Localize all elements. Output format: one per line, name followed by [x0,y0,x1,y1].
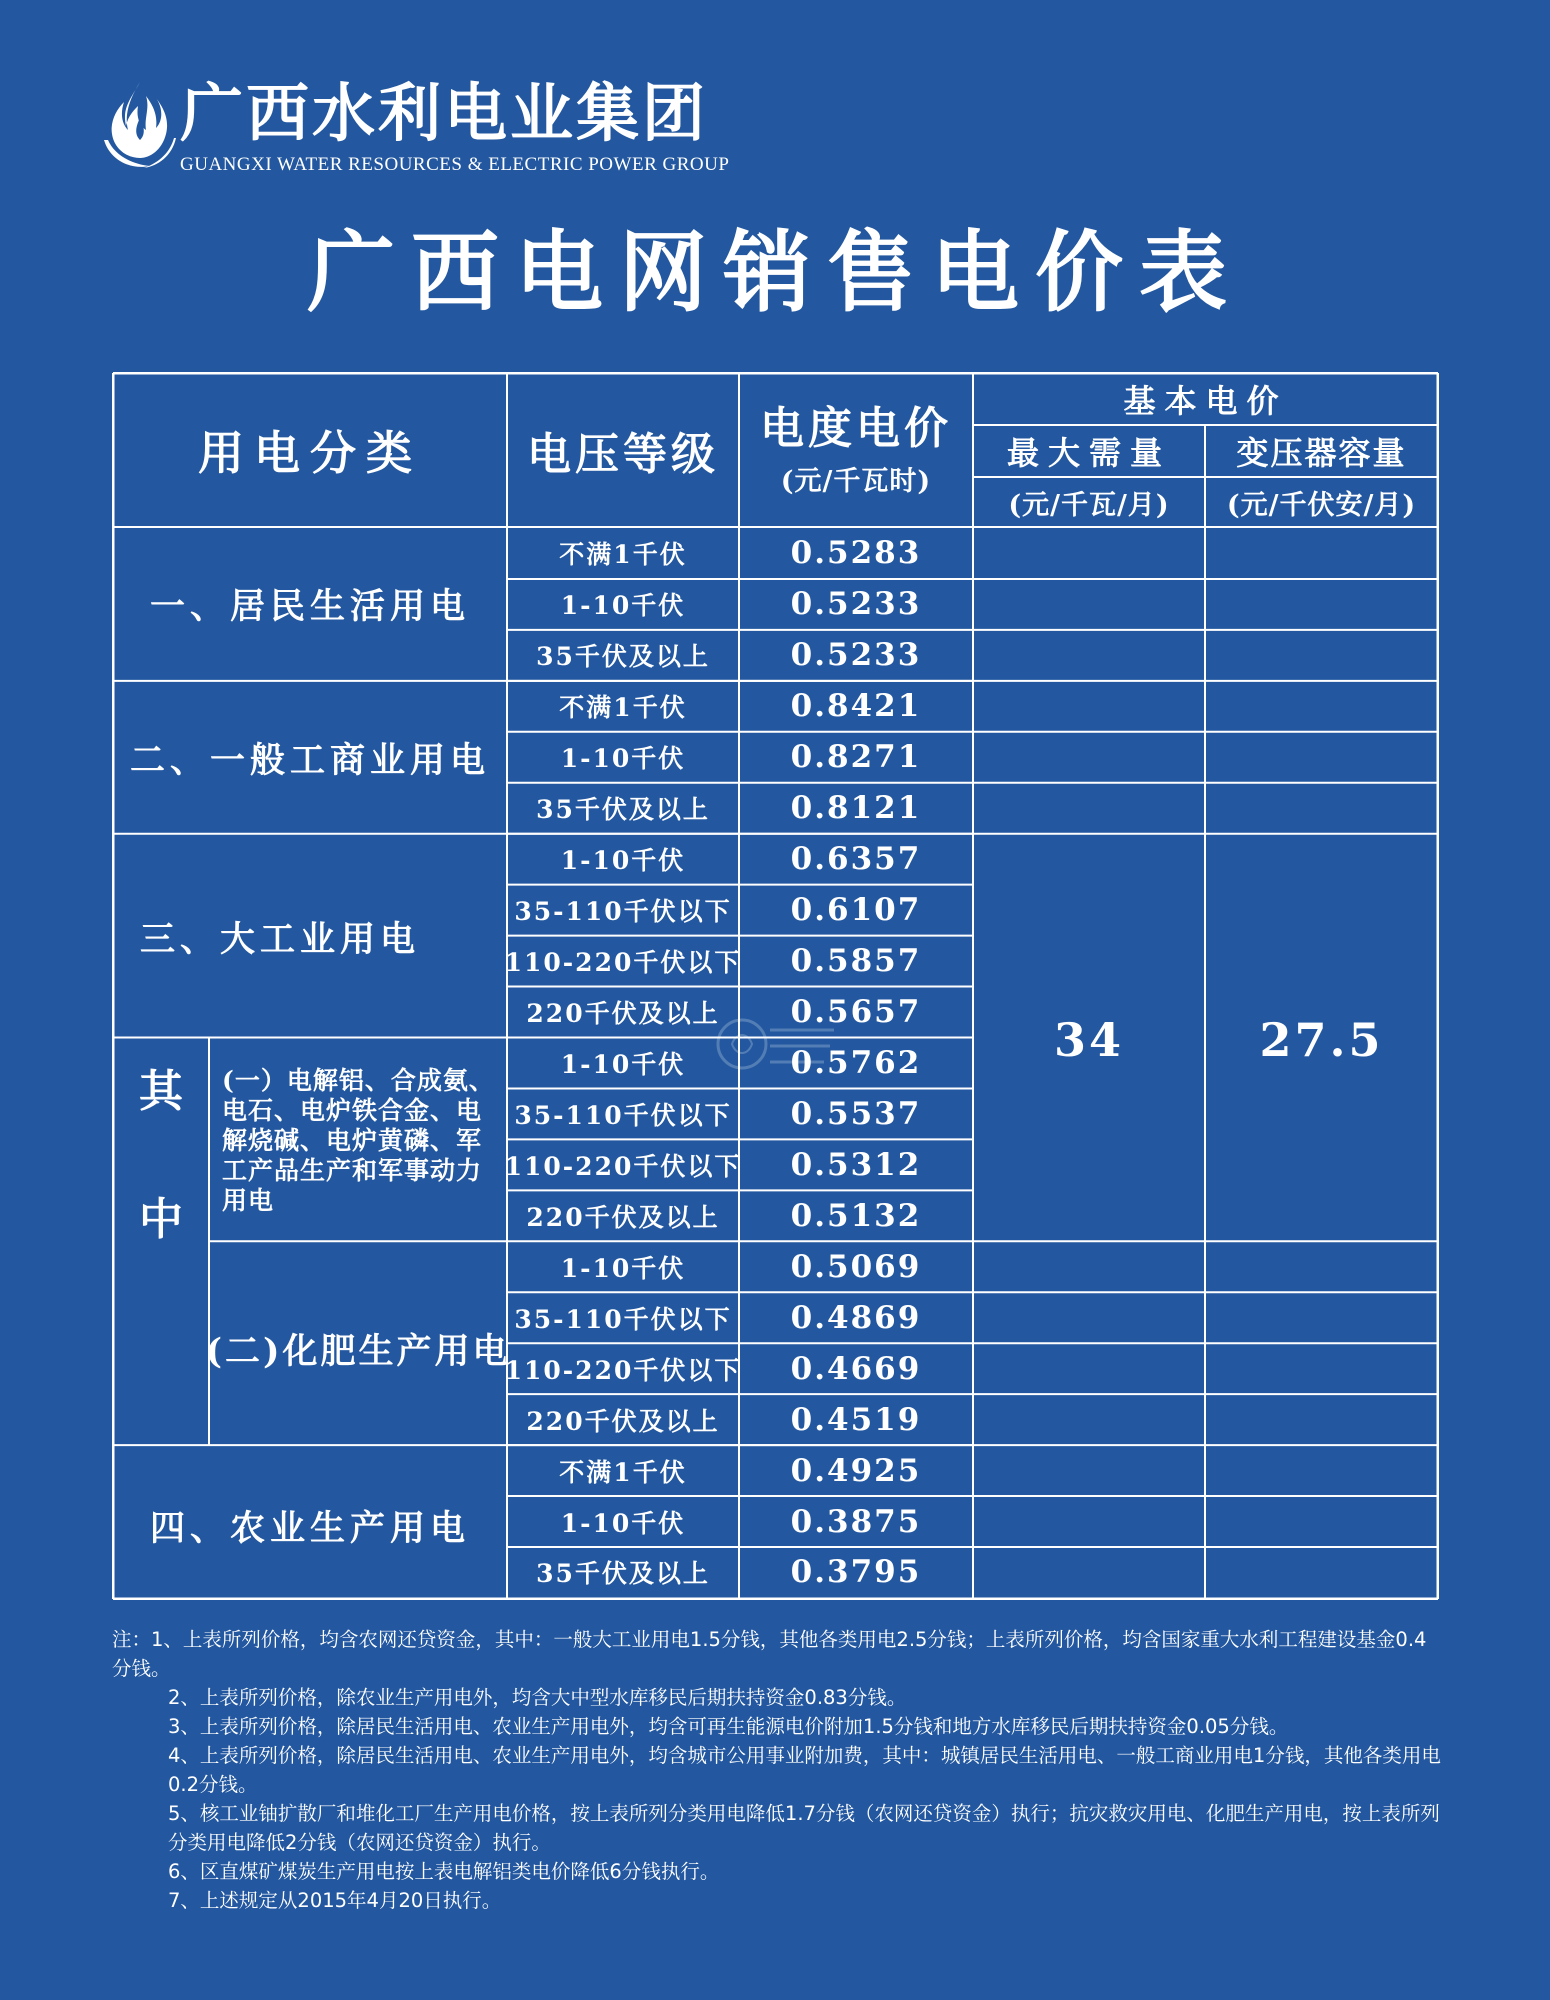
header-transformer: 变压器容量 [1236,434,1407,472]
voltage-level-cell: 不满1千伏 [559,693,687,723]
voltage-level-cell: 1-10千伏 [560,1508,686,1538]
energy-price-cell: 0.5762 [790,1044,922,1081]
notes [112,1625,1442,1915]
category-among-char-2: 中 [139,1194,183,1245]
basic-price-max-demand-value: 34 [1053,1013,1124,1067]
watermark-icon [712,1000,842,1090]
energy-price-cell: 0.5857 [790,943,922,980]
voltage-level-cell: 220千伏及以上 [526,1202,720,1232]
voltage-level-cell: 220千伏及以上 [526,1406,720,1436]
note-item: 2、上表所列价格，除农业生产用电外，均含大中型水库移民后期扶持资金0.83分钱。 [168,1686,907,1709]
header-voltage: 电压等级 [527,429,719,480]
energy-price-cell: 0.3875 [790,1503,922,1540]
voltage-level-cell: 1-10千伏 [560,744,686,774]
subcategory-electrolytic-aluminum: (一）电解铝、合成氨、电石、电炉铁合金、电解烧碱、电炉黄磷、军工产品生产和军事动力用电 [222,1066,495,1215]
category-agriculture: 四、农业生产用电 [149,1508,470,1549]
category-large-industry: 三、大工业用电 [140,919,421,960]
voltage-level-cell: 110-220千伏以下 [504,948,742,978]
energy-price-cell: 0.5069 [790,1248,922,1285]
voltage-level-cell: 35千伏及以上 [536,642,710,672]
voltage-level-cell: 35千伏及以上 [536,795,710,825]
category-residential: 一、居民生活用电 [149,586,470,627]
category-among-char-1: 其 [139,1066,183,1117]
flame-logo-icon [100,78,180,170]
voltage-level-cell: 220千伏及以上 [526,999,720,1029]
header-category: 用电分类 [198,426,422,480]
voltage-level-cell: 1-10千伏 [560,1253,686,1283]
note-item: 4、上表所列价格，除居民生活用电、农业生产用电外，均含城市公用事业附加费，其中：城镇居民生活用电、一般工商业用电1分钱，其他各类用电0.2分钱。 [168,1744,1441,1796]
page-title: 广西电网销售电价表 [306,221,1243,324]
energy-price-cell: 0.5312 [790,1146,922,1183]
note-item: 注：1、上表所列价格，均含农网还贷资金，其中：一般大工业用电1.5分钱，其他各类用电2.5分钱；上表所列价格，均含国家重大水利工程建设基金0.4分钱。 [112,1628,1427,1680]
subcategory-fertilizer: (二)化肥生产用电 [205,1331,511,1372]
header-transformer-unit: (元/千伏安/月) [1226,489,1417,521]
energy-price-cell: 0.5657 [790,994,922,1031]
header-energy-unit: (元/千瓦时) [780,465,932,497]
category-commercial: 二、一般工商业用电 [129,740,490,781]
voltage-level-cell: 35千伏及以上 [536,1559,710,1589]
note-item: 5、核工业铀扩散厂和堆化工厂生产用电价格，按上表所列分类用电降低1.7分钱（农网还贷资金）执行；抗灾救灾用电、化肥生产用电，按上表所列分类用电降低2分钱（农网还贷资金）执行。 [168,1802,1440,1854]
voltage-level-cell: 不满1千伏 [559,540,687,570]
energy-price-cell: 0.4519 [790,1401,922,1438]
voltage-level-cell: 1-10千伏 [560,846,686,876]
voltage-level-cell: 35-110千伏以下 [514,1304,732,1334]
org-name-chinese: 广西水利电业集团 [180,77,708,150]
energy-price-cell: 0.8421 [790,688,922,725]
header-basic-price: 基本电价 [1123,382,1288,420]
energy-price-cell: 0.8121 [790,790,922,827]
org-name-english: GUANGXI WATER RESOURCES & ELECTRIC POWER GROUP [180,154,730,175]
energy-price-cell: 0.5283 [790,535,922,572]
energy-price-cell: 0.5537 [790,1095,922,1132]
voltage-level-cell: 不满1千伏 [559,1457,687,1487]
voltage-level-cell: 35-110千伏以下 [514,897,732,927]
voltage-level-cell: 110-220千伏以下 [504,1151,742,1181]
energy-price-cell: 0.3795 [790,1554,922,1591]
energy-price-cell: 0.5233 [790,586,922,623]
energy-price-cell: 0.4925 [790,1452,922,1489]
voltage-level-cell: 1-10千伏 [560,1049,686,1079]
energy-price-cell: 0.8271 [790,739,922,776]
energy-price-cell: 0.5132 [790,1197,922,1234]
voltage-level-cell: 1-10千伏 [560,591,686,621]
note-item: 3、上表所列价格，除居民生活用电、农业生产用电外，均含可再生能源电价附加1.5分钱和地方水库移民后期扶持资金0.05分钱。 [168,1715,1289,1738]
energy-price-cell: 0.4669 [790,1350,922,1387]
basic-price-transformer-value: 27.5 [1259,1013,1384,1067]
voltage-level-cell: 35-110千伏以下 [514,1100,732,1130]
header-max-demand: 最大需量 [1006,434,1171,472]
energy-price-cell: 0.6107 [790,892,922,929]
header-energy-price: 电度电价 [760,403,952,454]
voltage-level-cell: 110-220千伏以下 [504,1355,742,1385]
note-item: 6、区直煤矿煤炭生产用电按上表电解铝类电价降低6分钱执行。 [168,1860,720,1883]
header-max-demand-unit: (元/千瓦/月) [1008,489,1170,521]
price-table [112,372,1439,1600]
energy-price-cell: 0.4869 [790,1299,922,1336]
energy-price-cell: 0.6357 [790,841,922,878]
note-item: 7、上述规定从2015年4月20日执行。 [168,1889,502,1912]
energy-price-cell: 0.5233 [790,637,922,674]
